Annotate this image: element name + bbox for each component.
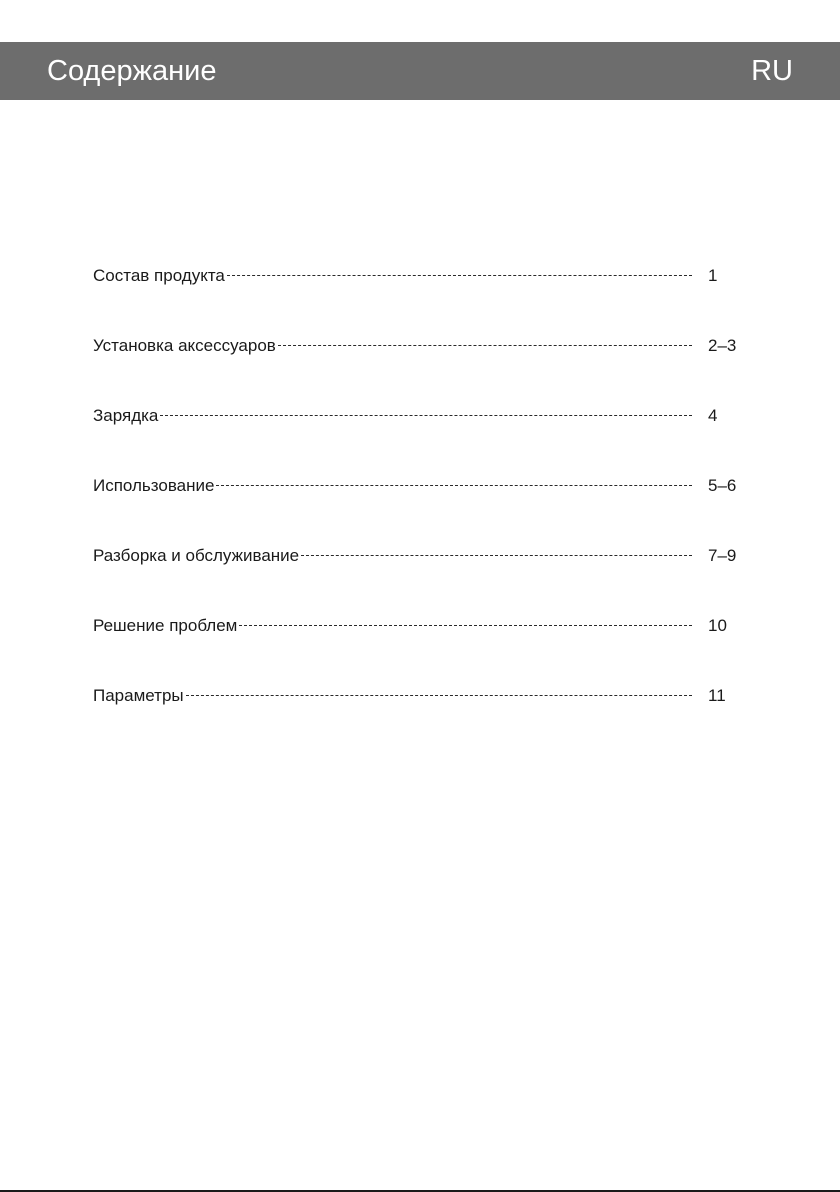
toc-entry-label: Состав продукта xyxy=(93,266,225,285)
toc-entry-page: 7–9 xyxy=(708,546,737,565)
dotted-leader xyxy=(301,555,692,556)
table-of-contents xyxy=(93,266,753,756)
page-title: Содержание xyxy=(47,55,217,87)
toc-entry-accessories[interactable] xyxy=(93,336,753,406)
toc-entry-composition[interactable] xyxy=(93,266,753,336)
header-bar xyxy=(0,42,840,100)
dotted-leader xyxy=(216,485,692,486)
toc-entry-page: 2–3 xyxy=(708,336,737,355)
toc-entry-label: Разборка и обслуживание xyxy=(93,546,300,565)
toc-entry-label: Параметры xyxy=(93,686,184,705)
dotted-leader xyxy=(186,695,692,696)
toc-entry-maintenance[interactable] xyxy=(93,546,753,616)
toc-entry-page: 5–6 xyxy=(708,476,737,495)
toc-entry-charging[interactable] xyxy=(93,406,753,476)
toc-entry-label: Установка аксессуаров xyxy=(93,336,276,355)
toc-entry-page: 10 xyxy=(708,616,727,635)
toc-entry-page: 1 xyxy=(708,266,718,285)
dotted-leader xyxy=(239,625,692,626)
dotted-leader xyxy=(160,415,692,416)
toc-entry-parameters[interactable] xyxy=(93,686,753,756)
language-code: RU xyxy=(751,55,793,87)
toc-entry-label: Зарядка xyxy=(93,406,159,425)
toc-entry-usage[interactable] xyxy=(93,476,753,546)
toc-entry-page: 4 xyxy=(708,406,718,425)
toc-entry-label: Использование xyxy=(93,476,215,495)
toc-entry-troubleshooting[interactable] xyxy=(93,616,753,686)
toc-entry-label: Решение проблем xyxy=(93,616,238,635)
dotted-leader xyxy=(227,275,692,276)
dotted-leader xyxy=(278,345,692,346)
toc-entry-page: 11 xyxy=(708,686,726,705)
